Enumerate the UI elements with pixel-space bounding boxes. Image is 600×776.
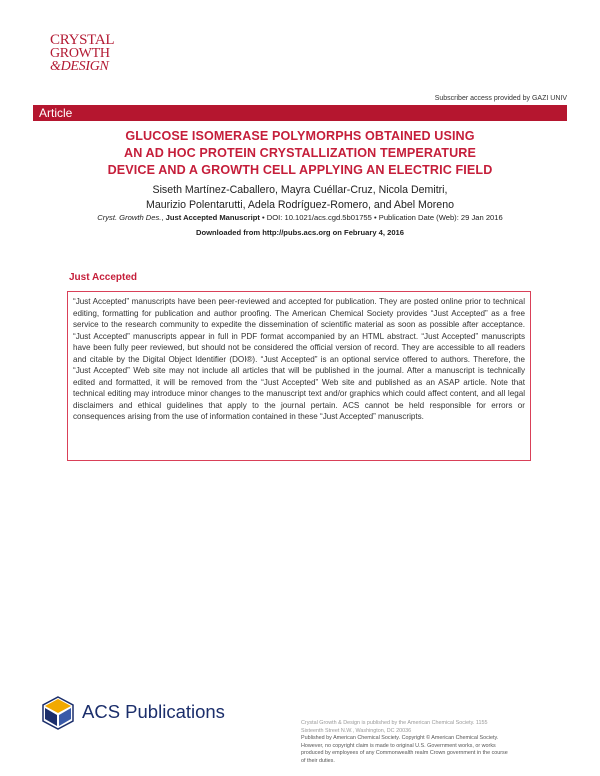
footer-line: of their duties. [301, 757, 335, 764]
citation-line: Cryst. Growth Des., Just Accepted Manuscript • DOI: 10.1021/acs.cgd.5b01755 • Publication Date (Web): 29 Jan 2016 [97, 213, 503, 222]
author-line: Siseth Martínez-Caballero, Mayra Cuéllar-Cruz, Nicola Demitri, [152, 184, 448, 196]
footer-line: Crystal Growth & Design is published by the American Chemical Society. 1155 [301, 720, 488, 726]
footer-line: However, no copyright claim is made to original U.S. Government works, or works [301, 742, 496, 749]
citation-journal: Cryst. Growth Des. [97, 213, 162, 222]
footer-line: Sixteenth Street N.W., Washington, DC 20036 [301, 727, 412, 734]
logo-line-design: &DESIGN [50, 59, 109, 74]
publisher-footer [301, 720, 576, 765]
logo-line-crystal: CRYSTAL [50, 32, 115, 48]
footer-line: produced by employees of any Commonwealth realm Crown government in the course [301, 750, 508, 756]
acs-hexagon-icon [43, 697, 73, 729]
citation-doi-date: • DOI: 10.1021/acs.cgd.5b01755 • Publication Date (Web): 29 Jan 2016 [259, 213, 503, 222]
download-note: Downloaded from http://pubs.acs.org on February 4, 2016 [195, 228, 405, 237]
article-title [60, 128, 540, 179]
just-accepted-heading: Just Accepted [69, 272, 137, 283]
citation-status: Just Accepted Manuscript [165, 213, 260, 222]
journal-logo [50, 34, 130, 73]
title-line: DEVICE AND A GROWTH CELL APPLYING AN ELECTRIC FIELD [107, 163, 493, 177]
title-line: GLUCOSE ISOMERASE POLYMORPHS OBTAINED USING [125, 129, 475, 143]
author-list [60, 183, 540, 213]
subscriber-access-note: Subscriber access provided by GAZI UNIV [434, 95, 567, 102]
logo-line-growth: GROWTH [50, 46, 110, 61]
author-line: Maurizio Polentarutti, Adela Rodríguez-Romero, and Abel Moreno [146, 199, 454, 211]
title-line: AN AD HOC PROTEIN CRYSTALLIZATION TEMPERATURE [124, 146, 476, 160]
publisher-name: ACS Publications [82, 701, 225, 722]
article-type-label: Article [39, 106, 73, 120]
article-type-bar [33, 105, 567, 121]
just-accepted-text: “Just Accepted” manuscripts have been peer-reviewed and accepted for publication. They are posted online prior to technical editing, formatting for publication and author proofing. The American Chemical Society provides “Just Accepted” as a free service to the research community to expedite the dissemination of scientific material as soon as possible after acceptance. “Just Accepted” manuscripts appear in full in PDF format accompanied by an HTML abstract. “Just Accepted” manuscripts have been fully peer reviewed, but should not be considered the official version of record. They are accessible to all readers and citable by the Digital Object Identifier (DOI®). “Just Accepted” is an optional service offered to authors. Therefore, the “Just Accepted” Web site may not include all articles that will be published in the journal. After a manuscript is technically edited and formatted, it will be removed from the “Just Accepted” Web site and published as an ASAP article. Note that technical editing may introduce minor changes to the manuscript text and/or graphics which could affect content, and all legal disclaimers and ethical guidelines that apply to the journal pertain. ACS cannot be held responsible for errors or consequences arising from the use of information contained in these “Just Accepted” manuscripts. [73, 297, 525, 421]
just-accepted-box [67, 291, 531, 461]
footer-line: Published by American Chemical Society. Copyright © American Chemical Society. [301, 735, 499, 741]
